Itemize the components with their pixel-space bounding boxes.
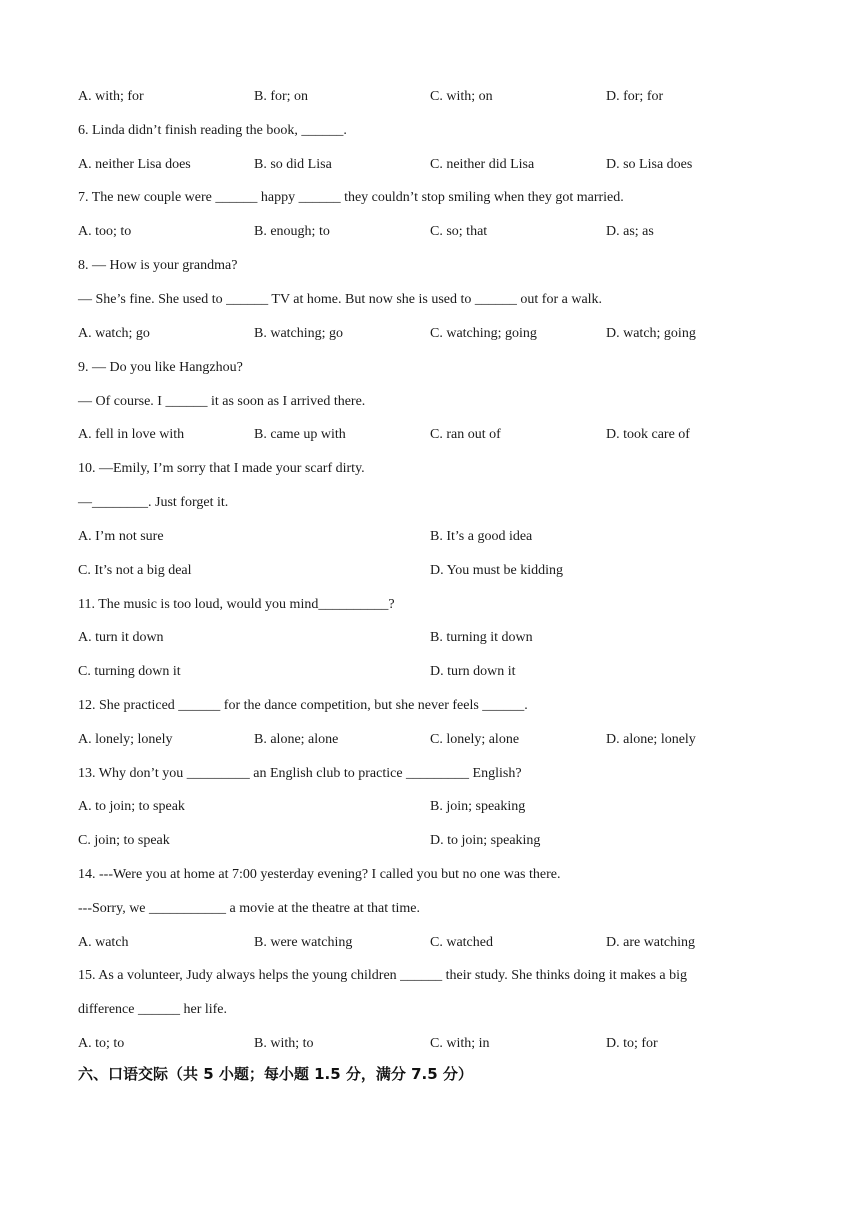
question-line: 14. ---Were you at home at 7:00 yesterday evening? I called you but no one was there.: [78, 867, 561, 882]
answer-option: D. watch; going: [606, 326, 696, 341]
answer-option: B. It’s a good idea: [430, 529, 533, 544]
answer-option: C. watching; going: [430, 326, 537, 341]
answer-option: D. You must be kidding: [430, 563, 564, 578]
answer-option: C. join; to speak: [78, 833, 170, 848]
question-line: 6. Linda didn’t finish reading the book, ______.: [78, 123, 347, 138]
answer-option: D. to join; speaking: [430, 833, 541, 848]
answer-option: C. watched: [430, 935, 493, 950]
answer-option: A. watch: [78, 935, 129, 950]
answer-option: B. enough; to: [254, 224, 330, 239]
answer-option: D. to; for: [606, 1036, 658, 1051]
answer-option: C. turning down it: [78, 664, 181, 679]
answer-option: A. with; for: [78, 89, 144, 104]
answer-option: A. to join; to speak: [78, 799, 185, 814]
answer-option: D. alone; lonely: [606, 732, 696, 747]
answer-option: A. lonely; lonely: [78, 732, 173, 747]
question-line: 9. — Do you like Hangzhou?: [78, 360, 243, 375]
answer-option: C. It’s not a big deal: [78, 563, 192, 578]
answer-option: B. for; on: [254, 89, 309, 104]
answer-option: B. came up with: [254, 427, 346, 442]
section-heading: 六、口语交际（共 5 小题；每小题 1.5 分，满分 7.5 分）: [78, 1065, 473, 1083]
answer-option: C. ran out of: [430, 427, 501, 442]
answer-option: B. alone; alone: [254, 732, 339, 747]
question-line: 8. — How is your grandma?: [78, 258, 238, 273]
answer-option: B. turning it down: [430, 630, 533, 645]
answer-option: D. are watching: [606, 935, 696, 950]
answer-option: A. turn it down: [78, 630, 164, 645]
question-line: 10. —Emily, I’m sorry that I made your scarf dirty.: [78, 461, 365, 476]
answer-option: D. so Lisa does: [606, 157, 693, 172]
answer-option: C. lonely; alone: [430, 732, 520, 747]
question-line: 11. The music is too loud, would you mind__________?: [78, 597, 395, 612]
answer-option: A. I’m not sure: [78, 529, 164, 544]
answer-option: B. watching; go: [254, 326, 344, 341]
answer-option: C. so; that: [430, 224, 488, 239]
answer-option: A. watch; go: [78, 326, 150, 341]
question-line: difference ______ her life.: [78, 1002, 228, 1017]
answer-option: C. with; on: [430, 89, 493, 104]
question-line: — She’s fine. She used to ______ TV at home. But now she is used to ______ out for a walk.: [78, 292, 603, 307]
answer-option: A. neither Lisa does: [78, 157, 191, 172]
answer-option: A. too; to: [78, 224, 132, 239]
answer-option: B. join; speaking: [430, 799, 526, 814]
answer-option: A. to; to: [78, 1036, 125, 1051]
answer-option: D. as; as: [606, 224, 654, 239]
question-line: ---Sorry, we ___________ a movie at the theatre at that time.: [78, 901, 420, 916]
answer-option: A. fell in love with: [78, 427, 185, 442]
question-line: 12. She practiced ______ for the dance competition, but she never feels ______.: [78, 698, 528, 713]
question-line: — Of course. I ______ it as soon as I arrived there.: [78, 394, 366, 409]
answer-option: C. with; in: [430, 1036, 490, 1051]
question-line: —________. Just forget it.: [78, 495, 229, 510]
answer-option: C. neither did Lisa: [430, 157, 535, 172]
answer-option: D. for; for: [606, 89, 664, 104]
answer-option: B. were watching: [254, 935, 353, 950]
answer-option: B. so did Lisa: [254, 157, 332, 172]
answer-option: B. with; to: [254, 1036, 314, 1051]
answer-option: D. turn down it: [430, 664, 516, 679]
answer-option: D. took care of: [606, 427, 690, 442]
question-line: 15. As a volunteer, Judy always helps the young children ______ their study. She thinks doing it makes a big: [78, 968, 688, 983]
question-line: 13. Why don’t you _________ an English club to practice _________ English?: [78, 766, 522, 781]
question-line: 7. The new couple were ______ happy ______ they couldn’t stop smiling when they got married.: [78, 190, 624, 205]
